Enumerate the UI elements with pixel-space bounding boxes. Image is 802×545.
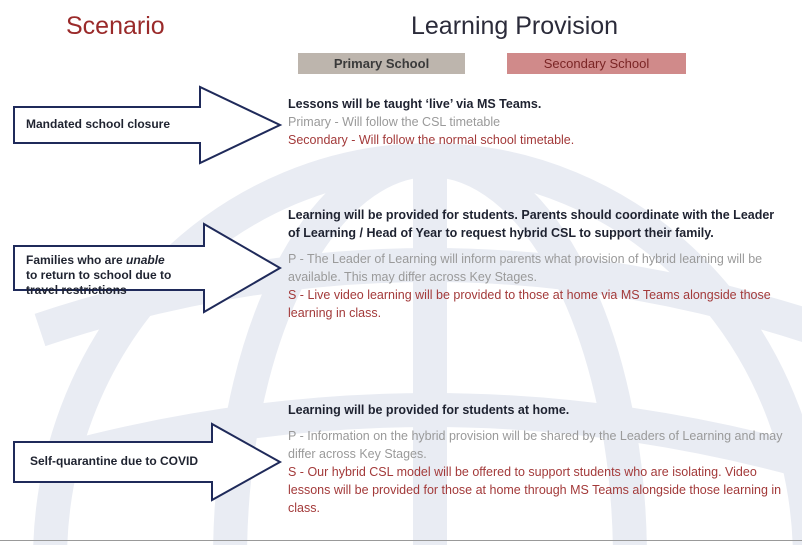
secondary-provision: S - Live video learning will be provided to those at home via MS Teams alongside those learning in class. bbox=[288, 288, 771, 320]
learning-provision-title: Learning Provision bbox=[411, 12, 619, 40]
primary-provision: P - Information on the hybrid provision will be shared by the Leaders of Learning and may differ across Key Stages. bbox=[288, 429, 783, 461]
bottom-divider bbox=[0, 540, 802, 541]
scenario-arrow-closure bbox=[12, 85, 284, 165]
secondary-provision: Secondary - Will follow the normal school timetable. bbox=[288, 133, 575, 147]
primary-provision: Primary - Will follow the CSL timetable bbox=[288, 115, 501, 129]
provision-block-quarantine bbox=[288, 401, 788, 517]
provision-heading: Learning will be provided for students at home. bbox=[288, 403, 570, 417]
scenario-arrow-travel-restrictions bbox=[12, 222, 284, 314]
secondary-school-legend: Secondary School bbox=[507, 53, 686, 74]
primary-provision: P - The Leader of Learning will inform parents what provision of hybrid learning will be available. This may differ across Key Stages. bbox=[288, 252, 763, 284]
scenario-label bbox=[26, 253, 204, 298]
scenario-title: Scenario bbox=[66, 12, 165, 40]
scenario-label-pre: Families who are bbox=[26, 253, 127, 267]
primary-school-legend: Primary School bbox=[298, 53, 465, 74]
provision-heading: Learning will be provided for students. Parents should coordinate with the Leader of Learning / Head of Year to request hybrid CSL to support their family. bbox=[288, 208, 775, 240]
scenario-arrow-quarantine bbox=[12, 422, 284, 502]
secondary-provision: S - Our hybrid CSL model will be offered to support students who are isolating. Video lessons will be provided for those at home through MS Teams alongside those learning in class. bbox=[288, 465, 782, 515]
scenario-label: Mandated school closure bbox=[26, 117, 171, 131]
provision-block-closure bbox=[288, 95, 788, 149]
scenario-label: Self-quarantine due to COVID bbox=[30, 454, 199, 468]
provision-heading: Lessons will be taught ‘live’ via MS Teams. bbox=[288, 97, 542, 111]
scenario-label-post: to return to school due to travel restrictions bbox=[26, 268, 172, 297]
provision-block-travel bbox=[288, 206, 788, 322]
scenario-label-emphasis: unable bbox=[126, 253, 165, 267]
